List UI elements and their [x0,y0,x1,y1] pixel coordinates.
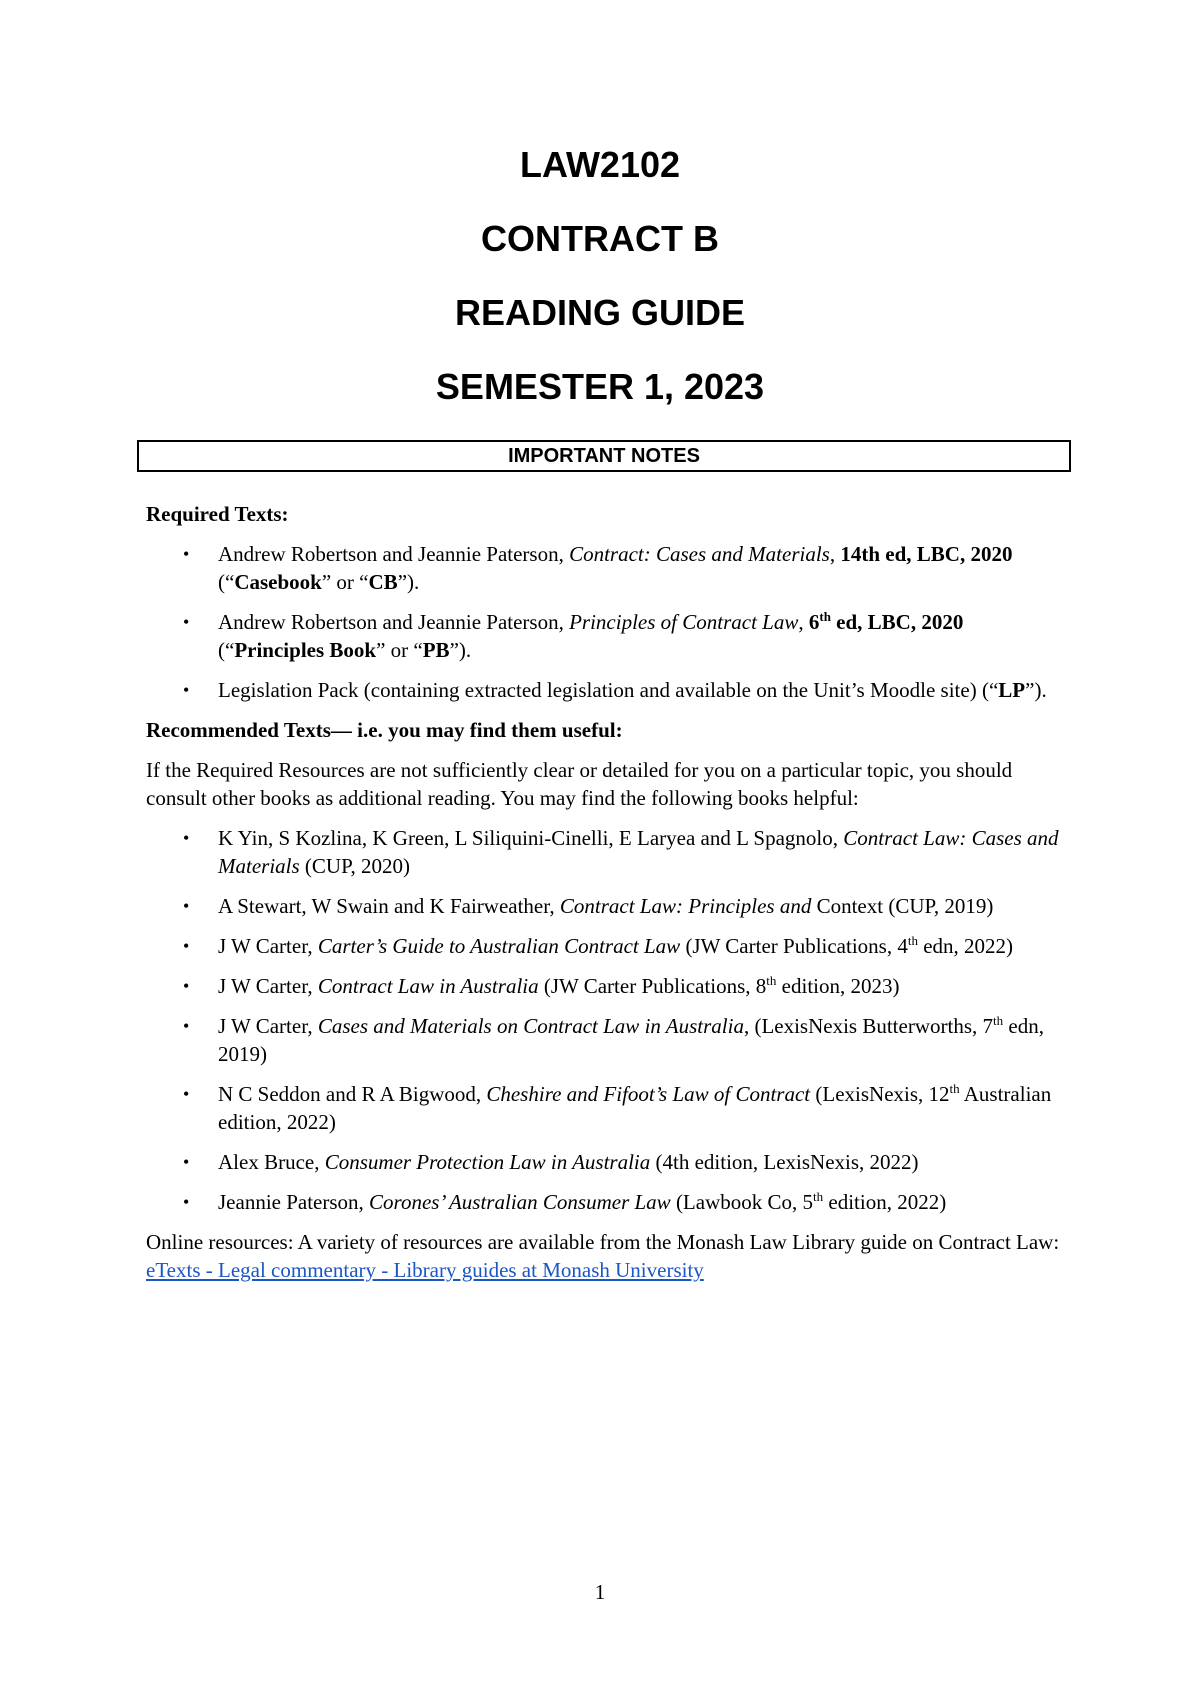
required-texts-heading: Required Texts: [146,502,289,526]
list-item: • J W Carter, Cases and Materials on Contract Law in Australia, (LexisNexis Butterworths, 7th edn, 2019) [183,1013,1044,1066]
page-number: 1 [594,1580,606,1604]
bullet-icon: • [183,680,190,700]
document-title: READING GUIDE [454,292,746,333]
recommended-intro: If the Required Resources are not sufficiently clear or detailed for you on a particular topic, you should consult other books as additional reading. You may find the following books helpful: [146,758,1013,810]
bullet-icon: • [183,936,190,956]
bullet-icon: • [183,1152,190,1172]
recommended-texts-heading: Recommended Texts— i.e. you may find them useful: [146,718,623,742]
library-guide-link[interactable]: eTexts - Legal commentary - Library guides at Monash University [146,1258,704,1282]
required-texts-list [146,540,1066,704]
list-item: • J W Carter, Carter’s Guide to Australian Contract Law (JW Carter Publications, 4th edn, 2022) [183,933,1014,958]
list-item: • Legislation Pack (containing extracted legislation and available on the Unit’s Moodle site) (“LP”). [183,678,1047,702]
bullet-icon: • [183,896,190,916]
semester-title: SEMESTER 1, 2023 [435,366,765,407]
bullet-icon: • [183,828,190,848]
unit-name: CONTRACT B [481,218,719,259]
list-item: • Alex Bruce, Consumer Protection Law in Australia (4th edition, LexisNexis, 2022) [183,1150,919,1174]
bullet-icon: • [183,1084,190,1104]
list-item: • J W Carter, Contract Law in Australia (JW Carter Publications, 8th edition, 2023) [183,973,900,998]
important-notes-box: IMPORTANT NOTES [137,440,1071,472]
online-resources: Online resources: A variety of resources are available from the Monash Law Library guide on Contract Law: eTexts - Legal commentary - Library guides at Monash University [146,1230,1060,1282]
bullet-icon: • [183,544,190,564]
bullet-icon: • [183,976,190,996]
list-item: • Andrew Robertson and Jeannie Paterson, Contract: Cases and Materials, 14th ed, LBC, 2020 (“Casebook” or “CB”). [183,542,1013,594]
bullet-icon: • [183,1192,190,1212]
list-item: • K Yin, S Kozlina, K Green, L Siliquini-Cinelli, E Laryea and L Spagnolo, Contract Law: Cases and Materials (CUP, 2020) [183,826,1059,878]
list-item: • N C Seddon and R A Bigwood, Cheshire and Fifoot’s Law of Contract (LexisNexis, 12th Australian edition, 2022) [183,1081,1052,1134]
list-item: • Andrew Robertson and Jeannie Paterson, Principles of Contract Law, 6th ed, LBC, 2020 (“Principles Book” or “PB”). [183,609,964,662]
unit-code: LAW2102 [519,144,681,185]
bullet-icon: • [183,1016,190,1036]
document-body [146,500,1066,1296]
title-block [0,146,1200,442]
list-item: • A Stewart, W Swain and K Fairweather, Contract Law: Principles and Context (CUP, 2019) [183,894,994,918]
list-item: • Jeannie Paterson, Corones’ Australian Consumer Law (Lawbook Co, 5th edition, 2022) [183,1189,947,1214]
recommended-texts-list [146,824,1066,1216]
bullet-icon: • [183,612,190,632]
